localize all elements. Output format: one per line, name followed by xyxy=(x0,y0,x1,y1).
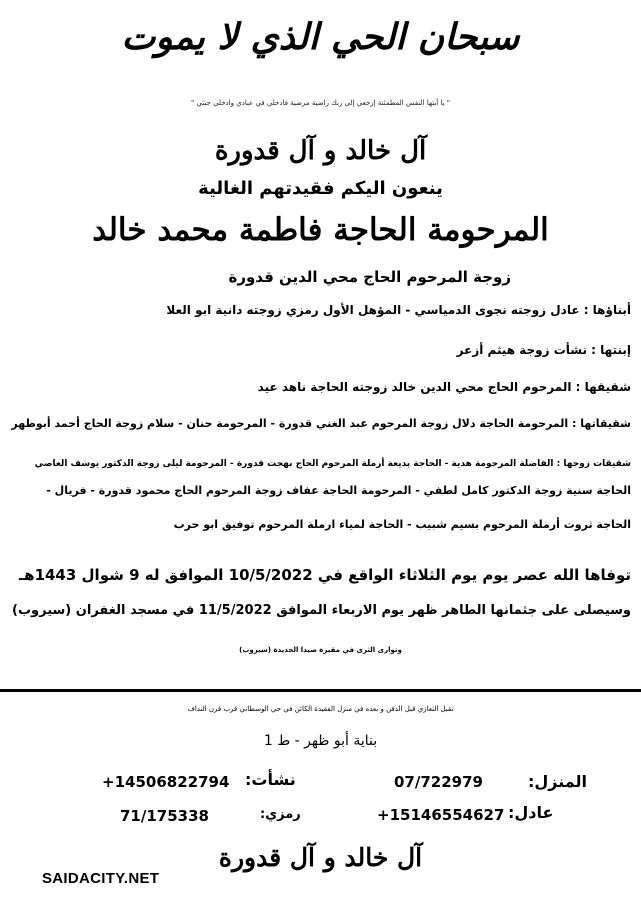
sisters-line: شقيقاتها : المرحومة الحاجة دلال زوجة المرحوم عبد الغني قدورة - المرحومة حنان - سلام زوجة الحاج أحمد أبوظهر xyxy=(11,417,631,430)
family-title: آل خالد و آل قدورة xyxy=(214,136,427,166)
burial-line: وتوارى الثرى في مقبرة صيدا الجديدة (سيروب) xyxy=(239,646,402,654)
condolence-line-2: بناية أبو ظهر - ط 1 xyxy=(263,733,378,749)
ramzi-phone-label: رمزي: xyxy=(260,807,301,822)
site-watermark: SAIDACITY.NET xyxy=(42,870,160,887)
death-line: توفاها الله عصر يوم يوم الثلاثاء الواقع في 10/5/2022 الموافق له 9 شوال 1443هـ xyxy=(19,566,631,584)
nashat-phone-number: +14506822794 xyxy=(102,773,230,791)
prayer-line: وسيصلى على جثمانها الطاهر ظهر يوم الاربعاء الموافق 11/5/2022 في مسجد الغفران (سيروب) xyxy=(12,603,631,618)
adel-phone-number: +15146554627 xyxy=(377,806,505,824)
home-phone-number: 07/722979 xyxy=(394,773,483,791)
sisters-in-law-line-2: الحاجة سنية زوجة الدكتور كامل لطفي - المرحومة الحاجة عفاف زوجة المرحوم الحاج محمود قدورة - فريال - xyxy=(46,484,631,497)
adel-phone-label: عادل: xyxy=(508,803,554,822)
footer-family-title: آل خالد و آل قدورة xyxy=(218,843,423,872)
nashat-phone-label: نشأت: xyxy=(245,770,296,789)
header-calligraphy: سبحان الحي الذي لا يموت xyxy=(121,16,520,58)
deceased-name: المرحومة الحاجة فاطمة محمد خالد xyxy=(92,212,549,248)
separator-line xyxy=(0,689,641,692)
quran-verse: " يا أيتها النفس المطمئنة إرجعي إلى ربك راضية مرضية فادخلي في عبادي وادخلي جنتي " xyxy=(191,99,450,107)
sisters-in-law-line-3: الحاجة ثروت أرملة المرحوم بسيم شبيب - الحاجة لمياء ارملة المرحوم توفيق ابو حرب xyxy=(173,518,631,531)
condolence-line-1: تقبل التعازي قبل الدفن و بعده في منزل الفقيدة الكائن في حي الوسطاني قرب فرن النداف xyxy=(187,705,454,713)
sisters-in-law-line-1: شقيقات زوجها : الفاضلة المرحومة هدية - الحاجة بديعة أرملة المرحوم الحاج بهجت قدورة - المرحومة ليلى زوجة الدكتور يوسف العاصي xyxy=(34,459,631,469)
brothers-line: شقيقها : المرحوم الحاج محي الدين خالد زوجته الحاجة ناهد عيد xyxy=(257,380,631,394)
sons-line: أبناؤها : عادل زوجته نجوى الدمياسي - المؤهل الأول رمزي زوجته دانية ابو العلا xyxy=(166,303,631,317)
ramzi-phone-number: 71/175338 xyxy=(120,807,209,825)
spouse-line: زوجة المرحوم الحاج محي الدين قدورة xyxy=(228,268,511,286)
daughters-line: إبنتها : نشأت زوجة هيثم أزعر xyxy=(456,343,631,357)
mourn-line: ينعون اليكم فقيدتهم الغالية xyxy=(198,178,443,199)
home-phone-label: المنزل: xyxy=(528,772,587,791)
